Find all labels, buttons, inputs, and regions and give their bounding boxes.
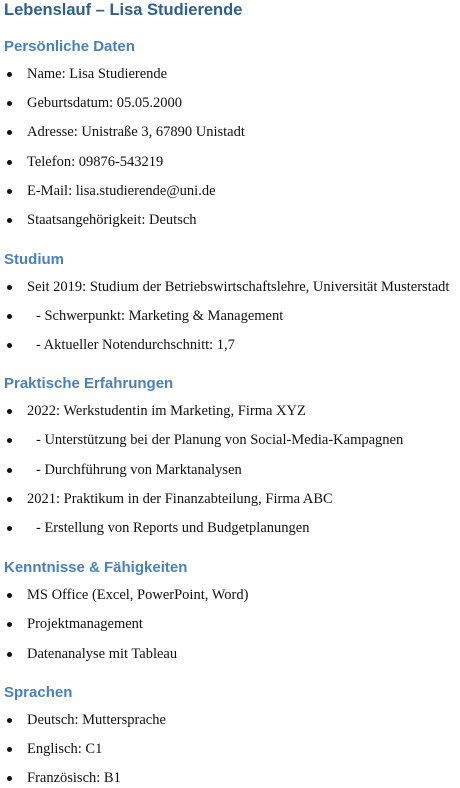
section-heading-skills: Kenntnisse & Fähigkeiten — [4, 559, 188, 576]
section-heading-studies: Studium — [4, 251, 64, 268]
bullet-icon — [7, 130, 12, 135]
list-item — [0, 489, 460, 509]
item-text: - Schwerpunkt: Marketing & Management — [36, 308, 284, 324]
item-text: Name: Lisa Studierende — [27, 66, 168, 82]
item-text: 2021: Praktikum in der Finanzabteilung, Firma ABC — [27, 491, 333, 507]
item-text: Geburtsdatum: 05.05.2000 — [27, 95, 183, 111]
page-title: Lebenslauf – Lisa Studierende — [4, 1, 243, 19]
item-text: Telefon: 09876-543219 — [27, 154, 164, 170]
list-item — [0, 277, 460, 297]
list-item — [0, 210, 460, 230]
bullet-icon — [7, 343, 12, 348]
item-text: - Unterstützung bei der Planung von Social-Media-Kampagnen — [36, 432, 404, 448]
section-heading-personal: Persönliche Daten — [4, 38, 135, 55]
bullet-icon — [7, 468, 12, 473]
item-text: Seit 2019: Studium der Betriebswirtschaftslehre, Universität Musterstadt — [27, 279, 450, 295]
list-item — [0, 122, 460, 142]
bullet-icon — [7, 285, 12, 290]
list-item — [0, 401, 460, 421]
item-text: Deutsch: Muttersprache — [27, 712, 166, 728]
bullet-icon — [7, 160, 12, 165]
bullet-icon — [7, 409, 12, 414]
section-heading-experience: Praktische Erfahrungen — [4, 375, 174, 392]
bullet-icon — [7, 526, 12, 531]
list-item — [0, 710, 460, 730]
bullet-icon — [7, 776, 12, 781]
bullet-icon — [7, 438, 12, 443]
item-text: - Erstellung von Reports und Budgetplanungen — [36, 520, 310, 536]
item-text: MS Office (Excel, PowerPoint, Word) — [27, 587, 249, 603]
list-item — [0, 335, 460, 355]
item-text: Französisch: B1 — [27, 770, 121, 786]
list-item — [0, 460, 460, 480]
bullet-icon — [7, 218, 12, 223]
item-text: - Durchführung von Marktanalysen — [36, 462, 242, 478]
bullet-icon — [7, 652, 12, 657]
item-text: Projektmanagement — [27, 616, 143, 632]
item-text: - Aktueller Notendurchschnitt: 1,7 — [36, 337, 235, 353]
item-text: E-Mail: lisa.studierende@uni.de — [27, 183, 216, 199]
list-item — [0, 739, 460, 759]
list-item — [0, 93, 460, 113]
list-item — [0, 644, 460, 664]
section-heading-languages: Sprachen — [4, 684, 73, 701]
item-text: Staatsangehörigkeit: Deutsch — [27, 212, 197, 228]
list-item — [0, 585, 460, 605]
list-item — [0, 152, 460, 172]
bullet-icon — [7, 718, 12, 723]
item-text: Datenanalyse mit Tableau — [27, 646, 178, 662]
list-item — [0, 430, 460, 450]
bullet-icon — [7, 101, 12, 106]
bullet-icon — [7, 72, 12, 77]
list-item — [0, 64, 460, 84]
bullet-icon — [7, 189, 12, 194]
item-text: Adresse: Unistraße 3, 67890 Unistadt — [27, 124, 245, 140]
item-text: 2022: Werkstudentin im Marketing, Firma XYZ — [27, 403, 306, 419]
bullet-icon — [7, 593, 12, 598]
list-item — [0, 614, 460, 634]
list-item — [0, 306, 460, 326]
bullet-icon — [7, 747, 12, 752]
list-item — [0, 181, 460, 201]
bullet-icon — [7, 314, 12, 319]
bullet-icon — [7, 497, 12, 502]
list-item — [0, 768, 460, 788]
list-item — [0, 518, 460, 538]
item-text: Englisch: C1 — [27, 741, 103, 757]
bullet-icon — [7, 622, 12, 627]
